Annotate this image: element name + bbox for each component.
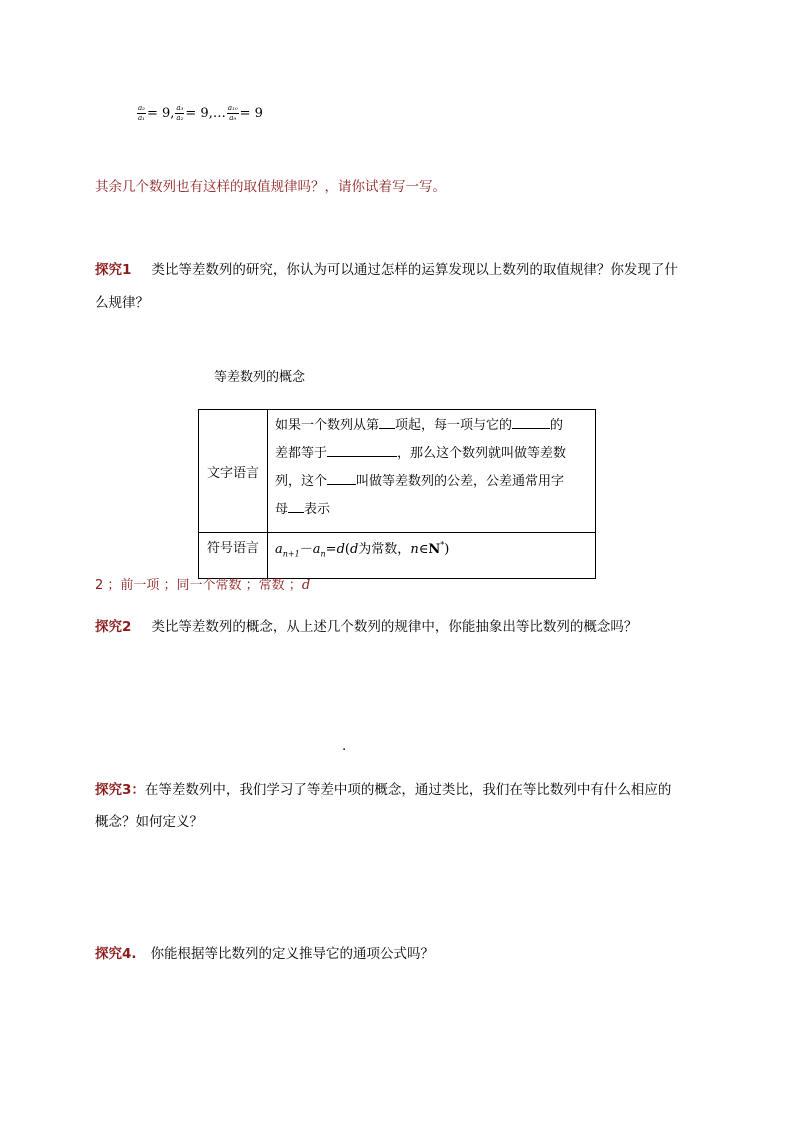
explore3-text: 在等差数列中，我们学习了等差中项的概念，通过类比，我们在等比数列中有什么相应的 [144,782,672,798]
explore4-line [95,948,434,962]
formula-equals-1: = 9, [146,105,175,121]
definition-part: 如果一个数列从第 [275,418,380,433]
definition-part: 表示 [304,502,331,517]
sym-star: * [440,540,445,550]
sym-in: ∈ [418,542,429,557]
definition-part: 项起，每一项与它的 [395,418,513,433]
formula-equals-2: = 9,… [185,105,226,121]
sym-n: n [410,542,419,557]
sym-close: ) [444,542,450,557]
fraction-a10-a9 [227,105,239,122]
fraction-numerator: a₁₀ [227,103,238,112]
answer-var: d [301,578,311,593]
answer-text: 2 ；前一项 ；同一个常数 ；常数 ； [95,578,302,593]
explore2-text: 类比等差数列的概念，从上述几个数列的规律中，你能抽象出等比数列的概念吗？ [151,619,638,635]
stray-dot: . [342,738,347,754]
definition-part: 差都等于 [275,446,328,461]
explore1-line1 [95,264,678,278]
explore2-label: 探究2 [95,619,132,635]
symbol-language-content [268,533,596,579]
explore1-label: 探究1 [95,262,132,278]
text-language-content [268,410,596,533]
fraction-denominator: a₂ [176,113,184,122]
explore3-label: 探究3： [95,782,145,798]
sym-N: N [428,542,441,557]
explore3-line2: 概念？如何定义？ [95,814,203,830]
sym-eq: = [325,542,337,557]
text-language-label: 文字语言 [199,410,268,533]
intro-question: 其余几个数列也有这样的取值规律吗？，请你试着写一写。 [95,179,446,195]
explore2-line [95,621,637,635]
explore1-text: 类比等差数列的研究，你认为可以通过怎样的运算发现以上数列的取值规律？你发现了什 [151,262,678,278]
fraction-a2-a1 [137,105,146,122]
sym-minus: － [299,542,313,557]
sym-sub-n: n [320,549,326,559]
sym-d: d [336,542,345,557]
blank-letter[interactable] [288,499,304,513]
explore4-label: 探究4. [95,946,137,962]
fraction-numerator: a₃ [176,103,184,112]
definition-part: 母 [275,502,289,517]
answer-line [95,579,310,592]
fraction-a3-a2 [175,105,184,122]
table-row [199,533,596,579]
fraction-denominator: a₁ [138,113,145,122]
fraction-denominator: a₉ [229,113,237,122]
symbol-formula-tail [410,542,449,557]
blank-constant-2[interactable] [327,471,356,485]
definition-part: 叫做等差数列的公差，公差通常用字 [356,474,565,489]
sym-d: d [349,542,359,557]
definition-part: 的 [550,418,564,433]
definition-text [275,412,589,524]
sym-note: 为常数， [358,542,411,557]
sym-a: a [275,542,283,557]
explore4-text: 你能根据等比数列的定义推导它的通项公式吗？ [150,946,435,962]
formula-equals-3: = 9 [239,105,263,121]
sym-sub-n1: n+1 [282,549,300,559]
symbol-formula [275,542,358,557]
sym-paren: ( [344,542,350,557]
blank-constant[interactable] [327,443,397,457]
blank-start-term[interactable] [379,415,395,429]
definition-part: 列，这个 [275,474,328,489]
symbol-language-label: 符号语言 [199,533,268,579]
definition-part: ，那么这个数列就叫做等差数 [397,446,567,461]
table-row [199,410,596,533]
concept-table [198,409,596,579]
blank-previous-term[interactable] [512,415,550,429]
sym-a: a [312,542,321,557]
explore3-line1 [95,784,671,798]
fraction-numerator: a₂ [138,103,145,112]
explore1-line2: 么规律？ [95,295,149,311]
ratio-formula [136,102,263,124]
concept-title: 等差数列的概念 [214,370,306,385]
